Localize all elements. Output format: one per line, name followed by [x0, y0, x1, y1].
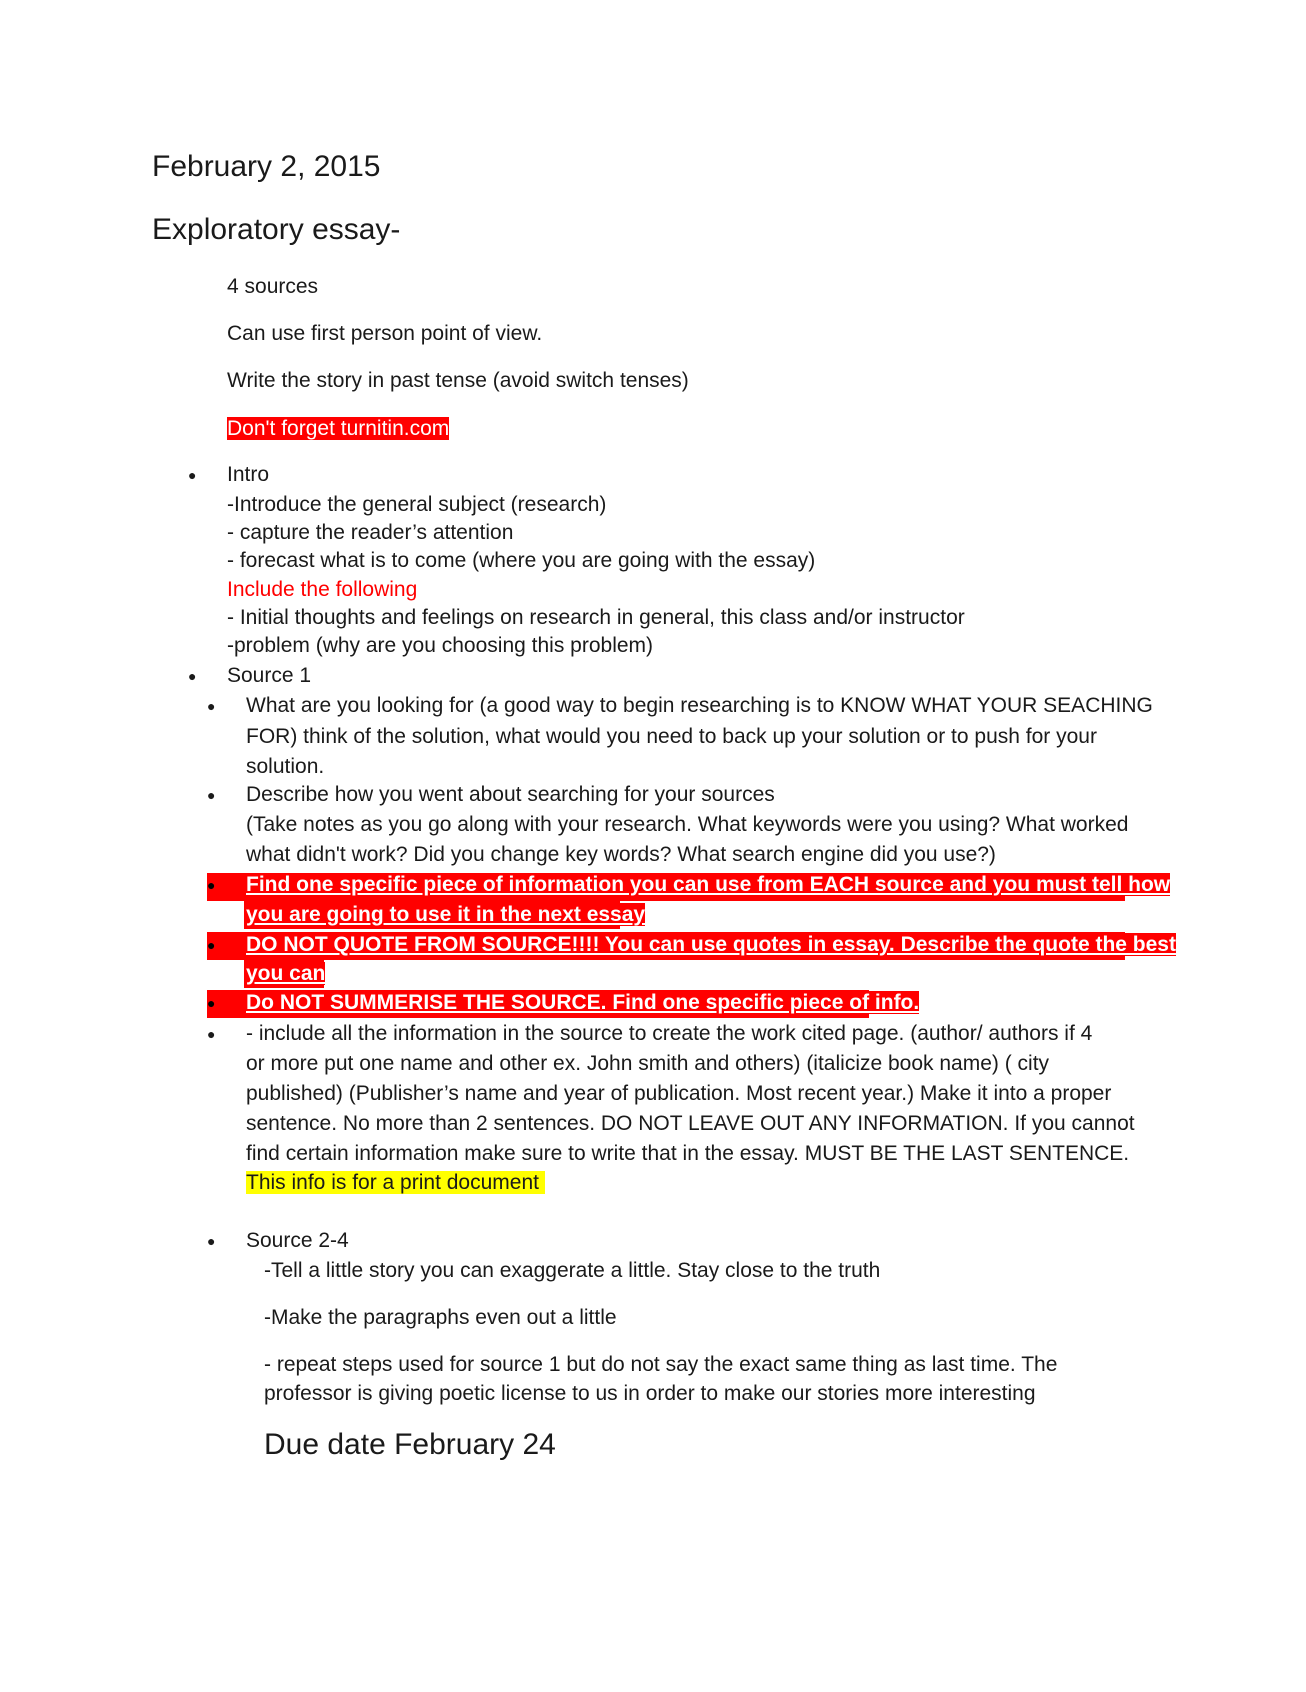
- date-heading: February 2, 2015: [152, 150, 381, 183]
- note-point-of-view: Can use first person point of view.: [227, 322, 543, 345]
- source1-item-line: what didn't work? Did you change key words? What search engine did you use?): [246, 843, 996, 866]
- source1-citation-line: sentence. No more than 2 sentences. DO NOT LEAVE OUT ANY INFORMATION. If you cannot: [246, 1112, 1135, 1135]
- turnitin-highlight: Don't forget turnitin.com: [227, 417, 450, 440]
- due-date: Due date February 24: [264, 1428, 556, 1461]
- source1-item-line: (Take notes as you go along with your research. What keywords were you using? What worked: [246, 813, 1129, 836]
- source1-title: Source 1: [227, 664, 312, 687]
- intro-title: Intro: [227, 463, 270, 486]
- source1-item-line: solution.: [246, 755, 325, 778]
- source24-line: -Tell a little story you can exaggerate a little. Stay close to the truth: [264, 1259, 881, 1282]
- source1-no-quote-line: you can: [246, 962, 326, 985]
- source1-item-line: FOR) think of the solution, what would you need to back up your solution or to push for your: [246, 725, 1097, 748]
- intro-line: -problem (why are you choosing this problem): [227, 634, 654, 657]
- note-past-tense: Write the story in past tense (avoid switch tenses): [227, 369, 689, 392]
- intro-line: - capture the reader’s attention: [227, 521, 514, 544]
- intro-line: - forecast what is to come (where you are going with the essay): [227, 549, 816, 572]
- bullet-dot: ●: [207, 1026, 216, 1042]
- bullet-dot: ●: [207, 877, 216, 893]
- print-document-note: This info is for a print document: [246, 1168, 545, 1198]
- source1-citation-line: - include all the information in the source to create the work cited page. (author/ authors if 4: [246, 1022, 1093, 1045]
- source24-title: Source 2-4: [246, 1229, 349, 1252]
- intro-include-label: Include the following: [227, 578, 418, 601]
- bullet-dot: ●: [207, 787, 216, 803]
- note-sources-count: 4 sources: [227, 275, 319, 298]
- source1-item-line: Describe how you went about searching for your sources: [246, 783, 775, 806]
- bullet-dot: ●: [207, 698, 216, 714]
- source1-specific-info-line: Find one specific piece of information you can use from EACH source and you must tell how: [246, 873, 1171, 896]
- bullet-dot: ●: [207, 1233, 216, 1249]
- bullet-dot: ●: [207, 937, 216, 953]
- bullet-dot: ●: [188, 668, 197, 684]
- bullet-dot: ●: [188, 467, 197, 483]
- source1-no-quote-line: DO NOT QUOTE FROM SOURCE!!!! You can use quotes in essay. Describe the quote the best: [246, 933, 1176, 956]
- source1-citation-line: or more put one name and other ex. John smith and others) (italicize book name) ( city: [246, 1052, 1050, 1075]
- note-turnitin: [227, 414, 449, 444]
- source24-line: -Make the paragraphs even out a little: [264, 1306, 617, 1329]
- bullet-dot: ●: [207, 995, 216, 1011]
- essay-title: Exploratory essay-: [152, 213, 401, 246]
- source1-citation-line: find certain information make sure to write that in the essay. MUST BE THE LAST SENTENCE.: [246, 1142, 1130, 1165]
- source1-specific-info-line: you are going to use it in the next essay: [246, 903, 646, 926]
- source24-line: professor is giving poetic license to us in order to make our stories more interesting: [264, 1382, 1036, 1405]
- intro-line: -Introduce the general subject (research): [227, 493, 607, 516]
- source1-citation-line: published) (Publisher’s name and year of publication. Most recent year.) Make it into a proper: [246, 1082, 1112, 1105]
- source1-item-line: What are you looking for (a good way to begin researching is to KNOW WHAT YOUR SEACHING: [246, 694, 1153, 717]
- source1-no-summary-line: Do NOT SUMMERISE THE SOURCE. Find one specific piece of info.: [246, 991, 920, 1014]
- source24-line: - repeat steps used for source 1 but do not say the exact same thing as last time. The: [264, 1353, 1058, 1376]
- intro-line: - Initial thoughts and feelings on research in general, this class and/or instructor: [227, 606, 965, 629]
